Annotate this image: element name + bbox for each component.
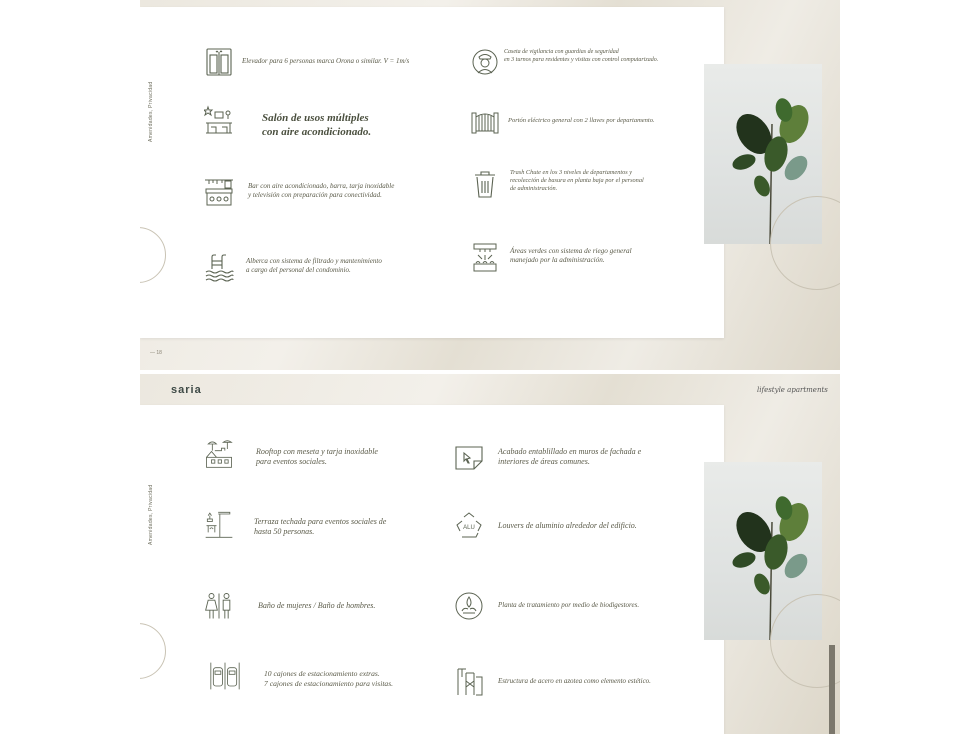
amenity-text: Elevador para 6 personas marca Orona o similar. V = 1m/s — [242, 57, 410, 65]
amenity-text: Baño de mujeres / Baño de hombres. — [258, 601, 376, 610]
amenity-text: Acabado entablillado en muros de fachada e interiores de áreas comunes. — [498, 447, 642, 467]
trash-icon — [470, 169, 500, 199]
scrollbar-thumb[interactable] — [829, 645, 835, 734]
side-label: Amenidades, Privacidad — [148, 484, 154, 545]
amenity-text: 10 cajones de estacionamiento extras. 7 cajones de estacionamiento para visitas. — [264, 669, 394, 688]
amenity-text: Terraza techada para eventos sociales de hasta 50 personas. — [254, 517, 387, 537]
amenities-card — [140, 405, 724, 734]
gate-icon — [470, 107, 500, 137]
aluminum-recycle-icon — [454, 511, 484, 541]
brochure-page-1 — [140, 0, 840, 370]
amenity-text: Planta de tratamiento por medio de biodigestores. — [498, 601, 640, 609]
restroom-icon — [204, 591, 240, 623]
irrigation-icon — [470, 243, 500, 273]
amenity-text: Trash Chute en los 3 niveles de departamentos y recolección de basura en planta baja por el personal de administración. — [510, 169, 644, 193]
rooftop-icon — [204, 439, 238, 475]
amenity-text: Caseta de vigilancia con guardias de seguridad en 3 turnos para residentes y visitas con control computarizado. — [504, 49, 659, 63]
decorative-circle — [140, 227, 166, 283]
amenity-text: Salón de usos múltiples con aire acondicionado. — [262, 112, 372, 139]
security-guard-icon — [470, 47, 500, 77]
amenity-text: Portón eléctrico general con 2 llaves por departamento. — [508, 117, 655, 124]
amenity-text: Áreas verdes con sistema de riego general manejado por la administración. — [510, 247, 632, 265]
amenity-text: Rooftop con meseta y tarja inoxidable para eventos sociales. — [256, 447, 378, 467]
side-label: Amenidades, Privacidad — [148, 81, 154, 142]
amenity-text: Louvers de aluminio alrededor del edificio. — [498, 521, 637, 530]
amenity-text: Bar con aire acondicionado, barra, tarja inoxidable y televisión con preparación para conectividad. — [248, 182, 395, 200]
pool-icon — [204, 253, 234, 283]
parking-icon — [210, 661, 246, 697]
treatment-plant-icon — [454, 591, 484, 621]
lounge-icon — [204, 105, 234, 135]
decorative-circle — [140, 623, 166, 679]
terrace-icon — [204, 509, 238, 545]
amenities-card — [140, 7, 724, 338]
amenity-text: Alberca con sistema de filtrado y mantenimiento a cargo del personal del condominio. — [246, 257, 382, 275]
amenity-text: Estructura de acero en azotea como elemento estético. — [498, 677, 651, 685]
elevator-icon — [204, 47, 234, 77]
brand-tagline: lifestyle apartments — [757, 386, 828, 394]
page-number: — 18 — [150, 350, 162, 356]
brand-logo: saria — [171, 384, 202, 396]
alu-label: ALU — [463, 525, 475, 531]
wall-finish-icon — [454, 443, 484, 473]
steel-structure-icon — [454, 667, 484, 697]
brochure-page-2 — [140, 374, 840, 734]
bar-icon — [204, 177, 234, 207]
